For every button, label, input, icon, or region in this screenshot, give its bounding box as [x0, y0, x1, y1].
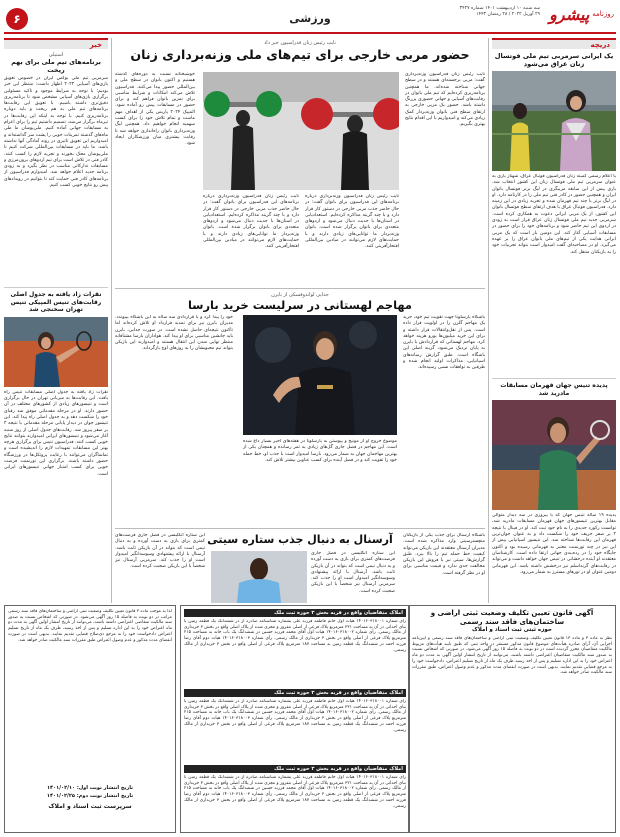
ad-middle-title: املاک متقاضیان واقع در قریه بخش ۳ حوزه ثبت ملک	[184, 609, 406, 617]
ad-right	[408, 605, 616, 833]
right-column-tab	[492, 38, 616, 49]
left-story1-body: سرمربی تیم ملی بوکس ایران در خصوص تعویق بازی‌های آسیایی ۲۰۲۲ اظهار داشت: منتظر این خبر بودیم؛ با توجه به شرایط موجود و تاکید مسئولین برگزاری بازی‌های آسیایی مشخص شود تا برنامه‌ریزی دقیق‌تری داشته باشیم. با تعویق این رقابت‌ها برنامه‌های تیم ملی به هم ریخت و باید دوباره برنامه‌ریزی کنیم. با توجه به اینکه این رقابت‌ها در تیرماه برگزار می‌شد، تصمیم داشتیم تیم را برای اعزام به مسابقات جهانی آماده کنیم. ملی‌پوشان ما طی ماه‌های گذشته تمرینات خوبی را پشت سر گذاشته‌اند و امیدواریم این تعویق تاثیری در روند آمادگی آنها نداشته باشد. ما باید در مسابقات بین‌المللی شرکت کنیم تا ملی‌پوشان محک بخورند و تجربه لازم را کسب کنند. کادر فنی در تلاش است برای تیم اردوهای برون‌مرزی و مسابقات تدارکاتی مناسب در نظر بگیرد و به زودی برنامه جدید اعلام خواهد شد. امیدوارم فدراسیون از برنامه‌های کادر فنی حمایت کند تا بتوانیم در رویدادهای پیش رو نتایج خوبی کسب کنیم.	[4, 76, 108, 189]
ad-left-signature: سرپرست ثبت اسناد و املاک	[48, 803, 132, 810]
lewandowski-photo	[243, 315, 397, 435]
ad-left-date1: تاریخ انتشار نوبت اول: ۱۴۰۱/۰۲/۱۰	[47, 785, 133, 791]
right-story1-body: با اعلام رسمی کمیته زنان فدراسیون فوتبال عراق، شهناز یاری به عنوان سرمربی تیم ملی فوتسال زنان این کشور انتخاب شد. یاری پیش از این سابقه مربیگری در لیگ برتر فوتسال بانوان ایران و همچنین حضور در کادر فنی تیم ملی را در کارنامه دارد. او در لیگ برتر با چند تیم قهرمان شده و تجربه زیادی در این زمینه دارد. فدراسیون فوتبال عراق با هدف ارتقای سطح فوتسال بانوان این کشور، از یک مربی ایرانی دعوت به همکاری کرده است. سرمربی جدید تیم ملی فوتسال زنان عراق قرار است به زودی در اردوی این تیم حاضر شود و برنامه‌های خود را برای حضور در مسابقات آسیایی آغاز کند. این دومین بار است که یک مربی ایرانی هدایت یکی از تیم‌های ملی بانوان عراق را بر عهده می‌گیرد. او در مصاحبه‌ای گفت امیدوار است بتواند تجربیات خود را به بازیکنان منتقل کند.	[492, 174, 616, 255]
ad-middle	[180, 605, 410, 833]
ad-left-date2: تاریخ انتشار نوبت دوم: ۱۴۰۱/۰۲/۲۵	[46, 793, 134, 799]
coach-photo	[492, 71, 616, 171]
tennis-woman-image	[4, 317, 108, 387]
lead-body-col-a: نایب رئیس زنان فدراسیون وزنه‌برداری گفت: مربی برجسته‌ای هستند و در سطح جهانی شناخته شده‌اند. ما همچنین برنامه‌ریزی کرده‌ایم که تیم ملی بانوان در رقابت‌های آسیایی و جهانی حضوری پررنگ داشته باشد. حضور یک مربی خارجی به ارتقای سطح فنی بانوان وزنه‌بردار کمک زیادی می‌کند و امیدواریم با این اقدام نتایج بهتری بگیریم.	[405, 72, 485, 128]
newspaper-logo	[549, 3, 614, 25]
weightlifter-photo	[203, 72, 399, 190]
barca-story	[115, 288, 485, 528]
barca-body-b: موضوع خروج او از مونیخ و پیوستن به بارسلونا در هفته‌های اخیر بسیار داغ شده است. این مهاجم در فصل جاری گل‌های زیادی به ثمر رسانده و همچنان یکی از بهترین مهاجمان جهان به شمار می‌رود. بارسا امیدوار است با جذب او، خط حمله خود را تقویت کند و در فصل آینده برای کسب عناوین بیشتر تلاش کند.	[243, 439, 397, 463]
ad-middle-title-3: املاک متقاضیان واقع در قریه بخش ۳ حوزه ثبت ملک	[184, 765, 406, 773]
lead-story	[115, 38, 485, 288]
arsenal-body-c: این ستاره انگلیسی در فصل جاری فرصت‌های کمتری برای بازی به دست آورده و به دنبال تیمی است که بتواند در آن بازیکن ثابت باشد. آرسنال با ارائه پیشنهادی وسوسه‌انگیز امیدوار است او را جذب کند. سرمربی آرسنال نیز شخصاً با این بازیکن صحبت کرده است.	[311, 551, 395, 594]
barca-kicker: جدایی لواندوفسکی از بایرن	[271, 292, 329, 298]
left-column-divider	[111, 38, 112, 603]
sterling-image	[211, 551, 307, 603]
tennis-player-photo	[492, 400, 616, 510]
arsenal-body-b: این ستاره انگلیسی در فصل جاری فرصت‌های کمتری برای بازی به دست آورده و به دنبال تیمی است که بتواند در آن بازیکن ثابت باشد. آرسنال با ارائه پیشنهادی وسوسه‌انگیز امیدوار است او را جذب کند. سرمربی آرسنال نیز شخصاً با این بازیکن صحبت کرده است.	[115, 533, 205, 570]
right-column	[492, 38, 616, 603]
section-title: ورزشی	[289, 12, 331, 25]
arsenal-body-a: باشگاه آرسنال برای جذب یکی از بازیکنان منچسترسیتی وارد مذاکره شده است. مدیران آرسنال معتقدند این بازیکن می‌تواند کیفیت خط حمله تیم را بالا ببرد. طبق گزارش‌ها، سیتی نیز با فروش این بازیکن مخالفت جدی ندارد و قیمت مناسبی برای او در نظر گرفته است.	[403, 533, 485, 576]
masthead	[0, 0, 620, 34]
arsenal-headline: آرسنال به دنبال جذب ستاره سیتی	[207, 533, 393, 546]
lead-headline: حضور مربی خارجی برای تیم‌های ملی وزنه‌برداری زنان	[130, 47, 470, 62]
date-line	[460, 6, 540, 18]
left-story1-kicker: استیلی	[48, 52, 64, 58]
left-story2-headline: نقرات زاد یافته به جدول اصلی رقابت‌های تنیس المپیکی تنیس تهران سخنجی شد	[4, 287, 108, 314]
left-column	[4, 38, 108, 603]
right-column-tab-label: دریچه	[590, 40, 610, 49]
barca-body-c: خود را پیدا کرد و با قراردادی سه ساله به این باشگاه بپیوندد. مدیران بایرن نیز برای تمدید قرارداد او تلاش کرده‌اند اما تاکنون نتیجه‌ای حاصل نشده است. در صورت جدایی، بایرن باید جانشین مناسبی برای او پیدا کند. هواداران بارسا مشتاقانه منتظر نهایی شدن این انتقال هستند و امیدوارند این بازیکن بتواند تیم محبوبشان را به روزهای اوج بازگرداند.	[115, 315, 233, 352]
logo-name: پیشرو	[549, 4, 590, 24]
ad-middle-body-1: رأی شماره ۱۴۰۱۶۰۳۱۸۰۰۱ هیات اول خانم فاطمه فرزند علی بشماره شناسنامه صادره از در ششدانگ یک قطعه زمین با بنای احداثی در آن به مساحت ۳۲۱ مترمربع پلاک فرعی از اصلی مفروز و مجزی شده از پلاک اصلی واقع در بخش ۳ خریداری از مالک رسمی. رأی شماره ۱۴۰۱۶۰۳۱۸۰۰۲ هیات اول آقای محمد فرزند حسین در ششدانگ یک باب خانه به مساحت ۲۱۵ مترمربع پلاک فرعی از اصلی واقع در بخش ۳ خریداری از مالک رسمی. رأی شماره ۱۴۰۱۶۰۳۱۸۰۰۳ هیات دوم آقای رضا فرزند احمد در ششدانگ یک قطعه زمین به مساحت ۱۸۷ مترمربع پلاک فرعی از اصلی واقع در بخش ۳ خریداری از مالک رسمی.	[184, 619, 406, 653]
left-story2-body: نقرات زاد یافته به جدول اصلی مسابقات تنیس راه یافت. این رقابت‌ها به میزبانی تهران در حال برگزاری است و تنیسورهای زیادی از کشورهای مختلف در آن حضور دارند. او در مرحله مقدماتی موفق شد رقبای خود را شکست دهد و به جدول اصلی راه پیدا کند. این تنیسور جوان در دیدار پایانی مرحله مقدماتی با نتیجه ۲ بر صفر پیروز شد. رقابت‌های جدول اصلی از روز شنبه آغاز می‌شود و تنیسورهای ایرانی امیدوارند بتوانند نتایج خوبی کسب کنند. فدراسیون تنیس برای برگزاری هرچه بهتر این مسابقات تمهیدات لازم را اندیشیده است و تماشاگران می‌توانند با رعایت پروتکل‌ها در ورزشگاه حضور داشته باشند. برگزاری این تورنمنت فرصت خوبی برای کسب امتیاز جهانی تنیسورهای ایرانی است.	[4, 389, 108, 477]
left-column-tab	[4, 38, 108, 49]
lead-kicker: نایب رئیس زنان فدراسیون خبر داد	[264, 40, 336, 46]
ad-middle-body-2: رأی شماره ۱۴۰۱۶۰۳۱۸۰۰۱ هیات اول خانم فاطمه فرزند علی بشماره شناسنامه صادره از در ششدانگ یک قطعه زمین با بنای احداثی در آن به مساحت ۳۲۱ مترمربع پلاک فرعی از اصلی مفروز و مجزی شده از پلاک اصلی واقع در بخش ۳ خریداری از مالک رسمی. رأی شماره ۱۴۰۱۶۰۳۱۸۰۰۲ هیات اول آقای محمد فرزند حسین در ششدانگ یک باب خانه به مساحت ۲۱۵ مترمربع پلاک فرعی از اصلی واقع در بخش ۳ خریداری از مالک رسمی. رأی شماره ۱۴۰۱۶۰۳۱۸۰۰۳ هیات دوم آقای رضا فرزند احمد در ششدانگ یک قطعه زمین به مساحت ۱۸۷ مترمربع پلاک فرعی از اصلی واقع در بخش ۳ خریداری از مالک رسمی.	[184, 699, 406, 733]
logo-prefix: روزنامه	[592, 10, 614, 18]
lead-body-col-b: نایب رئیس زنان فدراسیون وزنه‌برداری درباره برنامه‌های این فدراسیون برای بانوان گفت: در حال حاضر جذب مربی خارجی در دستور کار قرار دارد و با چند گزینه مذاکره کرده‌ایم. استعدادیابی در استان‌ها با جدیت دنبال می‌شود و اردوهای متعددی برای بانوان برگزار شده است. بانوان وزنه‌بردار ما توانایی‌های زیادی دارند و با حمایت‌های لازم می‌توانند در میادین بین‌المللی افتخارآفرینی کنند.	[305, 194, 399, 250]
right-story2-headline: پدیده تنیس جهان قهرمان مسابقات مادرید شد	[492, 378, 616, 397]
masthead-rule	[4, 32, 616, 34]
tennis-player-image	[492, 400, 616, 510]
ad-middle-title-2: املاک متقاضیان واقع در قریه بخش ۳ حوزه ثبت ملک	[184, 689, 406, 697]
coach-photo-image	[492, 71, 616, 171]
ad-middle-body-3: رأی شماره ۱۴۰۱۶۰۳۱۸۰۰۱ هیات اول خانم فاطمه فرزند علی بشماره شناسنامه صادره از در ششدانگ یک قطعه زمین با بنای احداثی در آن به مساحت ۳۲۱ مترمربع پلاک فرعی از اصلی مفروز و مجزی شده از پلاک اصلی واقع در بخش ۳ خریداری از مالک رسمی. رأی شماره ۱۴۰۱۶۰۳۱۸۰۰۲ هیات اول آقای محمد فرزند حسین در ششدانگ یک باب خانه به مساحت ۲۱۵ مترمربع پلاک فرعی از اصلی واقع در بخش ۳ خریداری از مالک رسمی. رأی شماره ۱۴۰۱۶۰۳۱۸۰۰۳ هیات دوم آقای رضا فرزند احمد در ششدانگ یک قطعه زمین به مساحت ۱۸۷ مترمربع پلاک فرعی از اصلی واقع در بخش ۳ خریداری از مالک رسمی.	[184, 775, 406, 809]
lead-body-col-b2: نایب رئیس زنان فدراسیون وزنه‌برداری درباره برنامه‌های این فدراسیون برای بانوان گفت: در حال حاضر جذب مربی خارجی در دستور کار قرار دارد و با چند گزینه مذاکره کرده‌ایم. استعدادیابی در استان‌ها با جدیت دنبال می‌شود و اردوهای متعددی برای بانوان برگزار شده است. بانوان وزنه‌بردار ما توانایی‌های زیادی دارند و با حمایت‌های لازم می‌توانند در میادین بین‌المللی افتخارآفرینی کنند.	[203, 194, 299, 250]
ad-left-body: لذا به موجب ماده ۳ قانون تعیین تکلیف وضعیت ثبتی اراضی و ساختمان‌های فاقد سند رسمی مراتب در دو نوبت به فاصله ۱۵ روز آگهی می‌شود. در صورتی که اشخاص نسبت به صدور سند مالکیت متقاضی اعتراضی داشته باشند، می‌توانند از تاریخ انتشار اولین آگهی به مدت دو ماه اعتراض خود را به این اداره تسلیم و پس از اخذ رسید، ظرف یک ماه از تاریخ تسلیم اعتراض دادخواست خود را به مرجع ذی‌صلاح قضایی تقدیم نمایند. بدیهی است در صورت انقضای مدت مذکور و عدم وصول اعتراض طبق مقررات سند مالکیت صادر خواهد شد.	[8, 609, 172, 643]
date-line-persian: سه شنبه ۱۰ اردیبهشت ۱۴۰۱ شماره ۳۴۲۷	[459, 6, 540, 11]
right-story1-headline: یک ایرانی سرمربی تیم ملی فوتسال زنان عراق می‌شود	[494, 52, 614, 68]
lead-body-area	[115, 72, 485, 282]
barca-headline: مهاجم لهستانی در سرلیست خرید بارسا	[188, 298, 412, 312]
right-story2-body: پدیده ۱۹ ساله تنیس جهان که با پیروزی در سه دیدار متوالی مقابل بهترین تنیسورهای جهان قهرمان مسابقات مادرید شد، توانست رکورد جدیدی را به نام خود ثبت کند. او در فینال با نتیجه ۲ بر صفر حریف خود را شکست داد و به عنوان جوان‌ترین قهرمان این رقابت‌ها شناخته شد. این تنیسور اسپانیایی پیش از این نیز در چند تورنمنت معتبر به قهرمانی رسیده بود و اکنون جایگاه خود را در رده‌بندی جهانی ارتقا داده است. کارشناسان معتقدند او آینده درخشانی در تنیس جهان خواهد داشت و می‌تواند در رقابت‌های گرنداسلم نیز درخشش داشته باشد. این قهرمانی دومین عنوان او در تورهای مسترز به شمار می‌رود.	[492, 513, 616, 575]
ad-right-body: نظر به ماده ۳ و ماده ۱۳ قانون تعیین تکلیف وضعیت ثبتی اراضی و ساختمان‌های فاقد سند رسمی و آیین‌نامه اجرایی آن، آرای صادره هیأت‌های موضوع قانون مذکور مستقر در واحد ثبتی که طبق تایید هیأت‌های مربوط مالکیت متقاضیان محرز گردیده است در دو نوبت به فاصله ۱۵ روز آگهی می‌شود. در صورتی که اشخاص نسبت به صدور سند مالکیت متقاضیان اعتراضی داشته باشند، می‌توانند از تاریخ انتشار اولین آگهی به مدت دو ماه اعتراض خود را به این اداره تسلیم و پس از اخذ رسید ظرف یک ماه از تاریخ تسلیم اعتراض، دادخواست خود را به مرجع قضایی تقدیم نمایند. بدیهی است در صورت انقضای مدت مذکور و عدم وصول اعتراض، طبق مقررات سند مالکیت صادر خواهد شد.	[412, 636, 612, 676]
lead-body-col-c: خوشبختانه نسبت به دوره‌های گذشته هستیم و اکنون بانوان در سطح ملی و بین‌المللی حضور پیدا می‌کنند. فدراسیون تلاش می‌کند امکانات و شرایط مناسبی برای تمرین بانوان فراهم کند و برای حضور در مسابقات پیش رو آماده شود. المپیک ۲۰۲۴ پاریس یکی از اهداف مهم ماست و تمام تلاش خود را برای کسب سهمیه انجام خواهیم داد. همچنین لیگ وزنه‌برداری بانوان راه‌اندازی خواهد شد تا رقابت بیشتری میان ورزشکاران ایجاد شود.	[115, 72, 195, 147]
lewandowski-image	[243, 315, 397, 435]
left-column-tab-label: خبر	[89, 40, 102, 49]
ad-right-subtitle: حوزه ثبتی ثبت اسناد و املاک	[472, 627, 552, 633]
weightlifter-image	[203, 72, 399, 190]
tennis-woman-photo	[4, 317, 108, 387]
barca-body-a: باشگاه بارسلونا جهت تقویت تیم خود، خرید یک مهاجم گلزن را در اولویت قرار داده است. پس از نقل‌وانتقالات قرار داشته و برای این خرید میلیون‌ها یورو هزینه خواهد کرد. مهاجم لهستانی که قراردادش با بایرن به پایان نزدیک می‌شود، گزینه اصلی این باشگاه است. طبق گزارش رسانه‌های اسپانیایی، مذاکرات اولیه انجام شده و طرفین به توافقات نسبی رسیده‌اند.	[403, 315, 485, 371]
ad-right-title: آگهی قانون تعیین تکلیف وضعیت ثبتی اراضی و ساختمان‌های فاقد سند رسمی	[430, 609, 594, 626]
page-number: ۶	[6, 8, 28, 30]
sterling-photo	[211, 551, 307, 603]
left-story1-headline: برنامه‌های تیم ملی برای بهم ریخت	[11, 58, 101, 74]
date-line-other: ۲۹ آوریل ۲۰۲۲ / ۲۸ رمضان ۱۴۴۳	[476, 12, 540, 17]
right-column-divider	[488, 38, 489, 603]
ad-left	[4, 605, 176, 833]
arsenal-story	[115, 528, 485, 603]
